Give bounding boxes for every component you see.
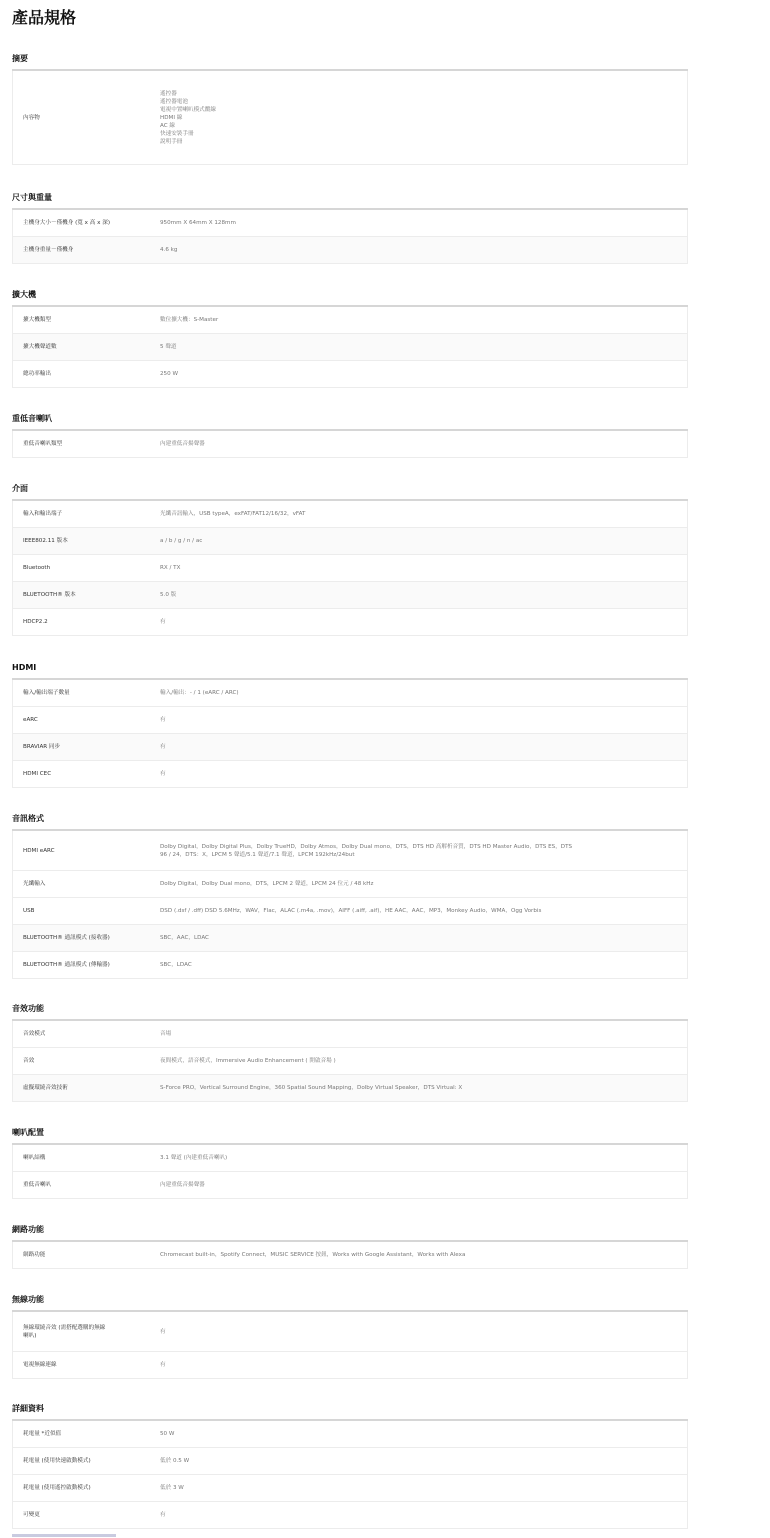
section-title: 介面: [12, 484, 28, 493]
section-summary: [12, 53, 688, 165]
spec-value: 有: [160, 1512, 166, 1518]
spec-row: [13, 307, 687, 334]
spec-value: 低於 0.5 W: [160, 1458, 190, 1464]
spec-label: 音效: [23, 1058, 35, 1064]
spec-value-line: Dolby Digital，Dolby Digital Plus，Dolby TrueHD，Dolby Atmos，Dolby Dual mono，DTS，DTS HD 高解析音質，DTS HD Master Audio，DTS ES，DTS: [160, 843, 573, 850]
spec-row: [13, 237, 687, 264]
spec-label: 電視無線連線: [23, 1362, 57, 1368]
spec-row: [13, 1145, 687, 1172]
spec-row: [13, 528, 687, 555]
spec-label: eARC: [23, 717, 38, 723]
contents-item: 說明手冊: [160, 138, 183, 145]
spec-value: 4.6 kg: [160, 247, 178, 253]
spec-label: 擴大機聲道數: [23, 344, 57, 350]
spec-label: BRAVIAR 同步: [23, 744, 61, 750]
contents-item: AC 線: [160, 122, 176, 129]
spec-row: [13, 680, 687, 707]
section-title: 音訊格式: [12, 814, 44, 823]
spec-row: [13, 1021, 687, 1048]
spec-value: 950mm X 64mm X 128mm: [160, 220, 236, 226]
section-title: 摘要: [12, 54, 28, 63]
spec-label: 耗電量 (使用遙控啟動模式): [23, 1485, 91, 1491]
spec-label: 虛擬環繞音效技術: [23, 1085, 68, 1091]
spec-label: BLUETOOTH® 通訊模式 (傳輸器): [23, 962, 110, 968]
spec-value: SBC，LDAC: [160, 962, 192, 968]
spec-row: [13, 1242, 687, 1269]
spec-row: [13, 609, 687, 636]
section-subwoofer: [12, 413, 688, 458]
contents-item: 遙控器電池: [160, 98, 188, 105]
spec-row: [13, 1312, 687, 1352]
spec-row: [13, 334, 687, 361]
spec-row-contents: [13, 71, 687, 165]
section-interface: [12, 483, 688, 636]
spec-value: 有: [160, 619, 166, 625]
spec-label: 網路功能: [23, 1252, 46, 1258]
spec-label: BLUETOOTH® 版本: [23, 592, 76, 598]
spec-label: 擴大機類型: [23, 317, 51, 323]
spec-value: 音場: [160, 1031, 172, 1037]
spec-row: [13, 361, 687, 388]
spec-value-list: [150, 71, 687, 164]
spec-label: 總功率輸出: [23, 371, 51, 377]
spec-label: [13, 1312, 150, 1351]
spec-row: [13, 431, 687, 458]
spec-value: 內建重低音揚聲器: [160, 1182, 205, 1188]
spec-value: 50 W: [160, 1431, 175, 1437]
spec-label-line: 無線環繞音效 (需搭配選購的無線: [23, 1324, 106, 1331]
section-title: HDMI: [12, 663, 37, 672]
spec-row: [13, 734, 687, 761]
spec-label: IEEE802.11 版本: [23, 538, 68, 544]
contents-item: 電視中置喇叭模式纜線: [160, 106, 216, 113]
spec-value: 有: [160, 717, 166, 723]
spec-label: HDCP2.2: [23, 619, 48, 625]
spec-row: [13, 898, 687, 925]
spec-value: 輸入/輸出：- / 1 (eARC / ARC): [160, 690, 239, 696]
spec-row: [13, 1048, 687, 1075]
spec-row: [13, 1502, 687, 1529]
spec-label: 重低音喇叭類型: [23, 441, 63, 447]
spec-value: 低於 3 W: [160, 1485, 184, 1491]
section-title: 網路功能: [12, 1225, 44, 1234]
spec-row: [13, 952, 687, 979]
spec-label: 重低音喇叭: [23, 1182, 51, 1188]
section-title: 音效功能: [12, 1004, 44, 1013]
spec-label: Bluetooth: [23, 565, 51, 571]
spec-value: 光纖音訊輸入，USB typeA，exFAT/FAT12/16/32，vFAT: [160, 511, 306, 517]
spec-value: 內建重低音揚聲器: [160, 441, 205, 447]
spec-value: [150, 831, 687, 870]
section-title: 重低音喇叭: [12, 414, 52, 423]
spec-label: 輸入/輸出端子數量: [23, 690, 70, 696]
spec-label: 內容物: [23, 114, 40, 121]
spec-value: 數位擴大機：S-Master: [160, 317, 219, 323]
spec-row: [13, 871, 687, 898]
spec-value: DSD (.dsf / .dff) DSD 5.6MHz，WAV，Flac，ALAC (.m4a, .mov)，AIFF (.aiff, .aif)，HE AAC，AAC，MP3，Monkey Audio，WMA，Ogg Vorbis: [160, 908, 542, 914]
section-title: 尺寸與重量: [12, 193, 52, 202]
spec-row: [13, 210, 687, 237]
spec-value-line: 96 / 24，DTS：X，LPCM 5 聲道/5.1 聲道/7.1 聲道，LPCM 192kHz/24but: [160, 851, 355, 858]
spec-label: 主機身大小－僅機身 (寬 x 高 x 深): [23, 220, 111, 226]
spec-value: 5 聲道: [160, 344, 177, 350]
spec-label: HDMI CEC: [23, 771, 52, 777]
spec-row: [13, 1421, 687, 1448]
spec-label: 音效模式: [23, 1031, 46, 1037]
spec-label: BLUETOOTH® 通訊模式 (接收器): [23, 935, 110, 941]
horizontal-scrollbar[interactable]: [12, 1534, 116, 1537]
spec-value: 5.0 版: [160, 592, 177, 598]
section-title: 擴大機: [12, 290, 36, 299]
spec-value: RX / TX: [160, 565, 181, 571]
spec-value: Dolby Digital，Dolby Dual mono，DTS，LPCM 2 聲道，LPCM 24 位元 / 48 kHz: [160, 881, 374, 887]
spec-value: 有: [160, 771, 166, 777]
section-details: [12, 1403, 688, 1529]
spec-label: 喇叭結構: [23, 1155, 46, 1161]
section-sound-features: [12, 1003, 688, 1102]
spec-value: 夜間模式，語音模式，Immersive Audio Enhancement ( 開啟音場 ): [160, 1058, 336, 1064]
section-amplifier: [12, 289, 688, 388]
contents-item: HDMI 線: [160, 114, 183, 121]
spec-label: 耗電量 *近似值: [23, 1431, 62, 1437]
spec-row: [13, 555, 687, 582]
spec-row: [13, 501, 687, 528]
spec-value: 有: [160, 744, 166, 750]
spec-label: 主機身重量－僅機身: [23, 247, 74, 253]
spec-row: [13, 831, 687, 871]
spec-label: USB: [23, 908, 35, 914]
contents-item: 快速安裝手冊: [160, 130, 194, 137]
page-title: 產品規格: [12, 8, 77, 27]
spec-row: [13, 1448, 687, 1475]
spec-label: 耗電量 (使用快速啟動模式): [23, 1458, 91, 1464]
spec-label-line: 喇叭): [23, 1332, 37, 1339]
spec-value: SBC，AAC，LDAC: [160, 935, 209, 941]
section-hdmi: [12, 662, 688, 788]
section-dimensions: [12, 192, 688, 264]
spec-label: HDMI eARC: [23, 847, 55, 854]
spec-value: 250 W: [160, 371, 178, 377]
spec-row: [13, 707, 687, 734]
contents-item: 遙控器: [160, 90, 177, 97]
spec-value: a / b / g / n / ac: [160, 538, 203, 544]
section-speaker-config: [12, 1127, 688, 1199]
spec-row: [13, 925, 687, 952]
spec-row: [13, 1475, 687, 1502]
section-network: [12, 1224, 688, 1269]
spec-value: Chromecast built-in，Spotify Connect，MUSIC SERVICE 按鈕，Works with Google Assistant，Works with Alexa: [160, 1252, 466, 1258]
spec-row: [13, 1172, 687, 1199]
spec-value: 有: [160, 1328, 166, 1335]
spec-value: 3.1 聲道 (內建重低音喇叭): [160, 1155, 228, 1161]
spec-row: [13, 761, 687, 788]
spec-row: [13, 1075, 687, 1102]
spec-row: [13, 582, 687, 609]
spec-label: 輸入和輸出端子: [23, 511, 63, 517]
section-audio-format: [12, 813, 688, 979]
spec-row: [13, 1352, 687, 1379]
spec-label: 可變更: [23, 1512, 40, 1518]
section-title: 無線功能: [12, 1295, 44, 1304]
section-title: 詳細資料: [12, 1404, 44, 1413]
spec-value: 有: [160, 1362, 166, 1368]
spec-label: 光纖輸入: [23, 881, 46, 887]
section-wireless: [12, 1294, 688, 1379]
spec-value: S-Force PRO，Vertical Surround Engine，360 Spatial Sound Mapping，Dolby Virtual Speaker，DTS Virtual: X: [160, 1085, 463, 1091]
section-title: 喇叭配置: [12, 1128, 44, 1137]
